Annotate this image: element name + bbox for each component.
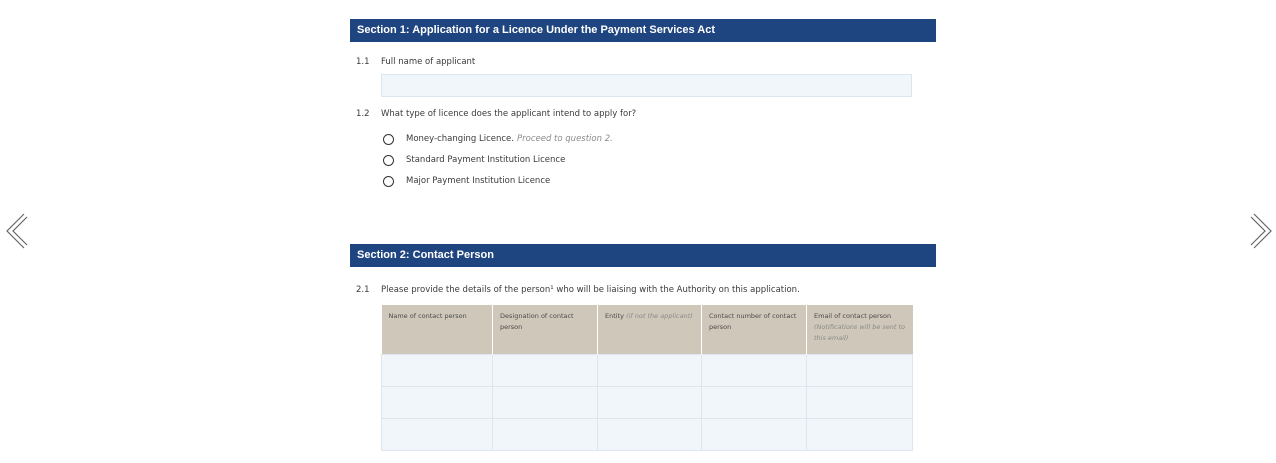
designation-cell[interactable] [493, 418, 598, 450]
radio-major-payment-institution-licence[interactable] [383, 175, 550, 187]
applicant-name-input[interactable] [381, 74, 912, 97]
question-1-2-text: What type of licence does the applicant intend to apply for? [381, 109, 637, 119]
table-row [382, 418, 913, 450]
entity-cell[interactable] [598, 418, 702, 450]
table-row [382, 354, 913, 386]
radio-button[interactable] [383, 134, 394, 145]
column-header-contact-number: Contact number of contact person [702, 305, 807, 354]
contact-name-cell[interactable] [382, 386, 493, 418]
designation-cell[interactable] [493, 386, 598, 418]
section-1-header: Section 1: Application for a Licence Under the Payment Services Act [350, 19, 936, 42]
contact-number-cell[interactable] [702, 354, 807, 386]
radio-button[interactable] [383, 176, 394, 187]
question-2-1-text: Please provide the details of the person¹ who will be liaising with the Authority on this application. [381, 285, 800, 295]
radio-button[interactable] [383, 155, 394, 166]
radio-label: Standard Payment Institution Licence [406, 155, 566, 165]
contact-number-cell[interactable] [702, 386, 807, 418]
contact-name-cell[interactable] [382, 354, 493, 386]
question-1-2-number: 1.2 [356, 109, 370, 119]
entity-cell[interactable] [598, 386, 702, 418]
prev-page-button[interactable] [4, 212, 28, 250]
radio-label: Money-changing Licence. [406, 134, 514, 144]
next-page-button[interactable] [1250, 212, 1274, 250]
question-1-1-text: Full name of applicant [381, 57, 476, 67]
email-cell[interactable] [807, 354, 913, 386]
section-2-header: Section 2: Contact Person [350, 244, 936, 267]
designation-cell[interactable] [493, 354, 598, 386]
radio-standard-payment-institution-licence[interactable] [383, 154, 565, 166]
radio-money-changing-licence[interactable] [383, 133, 613, 145]
radio-hint: Proceed to question 2. [517, 134, 613, 144]
contact-name-cell[interactable] [382, 418, 493, 450]
contact-person-table [381, 305, 913, 451]
question-1-1-number: 1.1 [356, 57, 370, 67]
column-header-email: Email of contact person (Notifications will be sent to this email) [807, 305, 913, 354]
chevron-left-icon [4, 212, 28, 250]
question-2-1-number: 2.1 [356, 285, 370, 295]
table-row [382, 386, 913, 418]
column-header-entity: Entity (if not the applicant) [598, 305, 702, 354]
radio-label: Major Payment Institution Licence [406, 176, 551, 186]
entity-cell[interactable] [598, 354, 702, 386]
chevron-right-icon [1250, 212, 1274, 250]
column-header-designation: Designation of contact person [493, 305, 598, 354]
table-header-row [382, 305, 913, 354]
contact-number-cell[interactable] [702, 418, 807, 450]
email-cell[interactable] [807, 418, 913, 450]
column-header-name: Name of contact person [382, 305, 493, 354]
email-cell[interactable] [807, 386, 913, 418]
